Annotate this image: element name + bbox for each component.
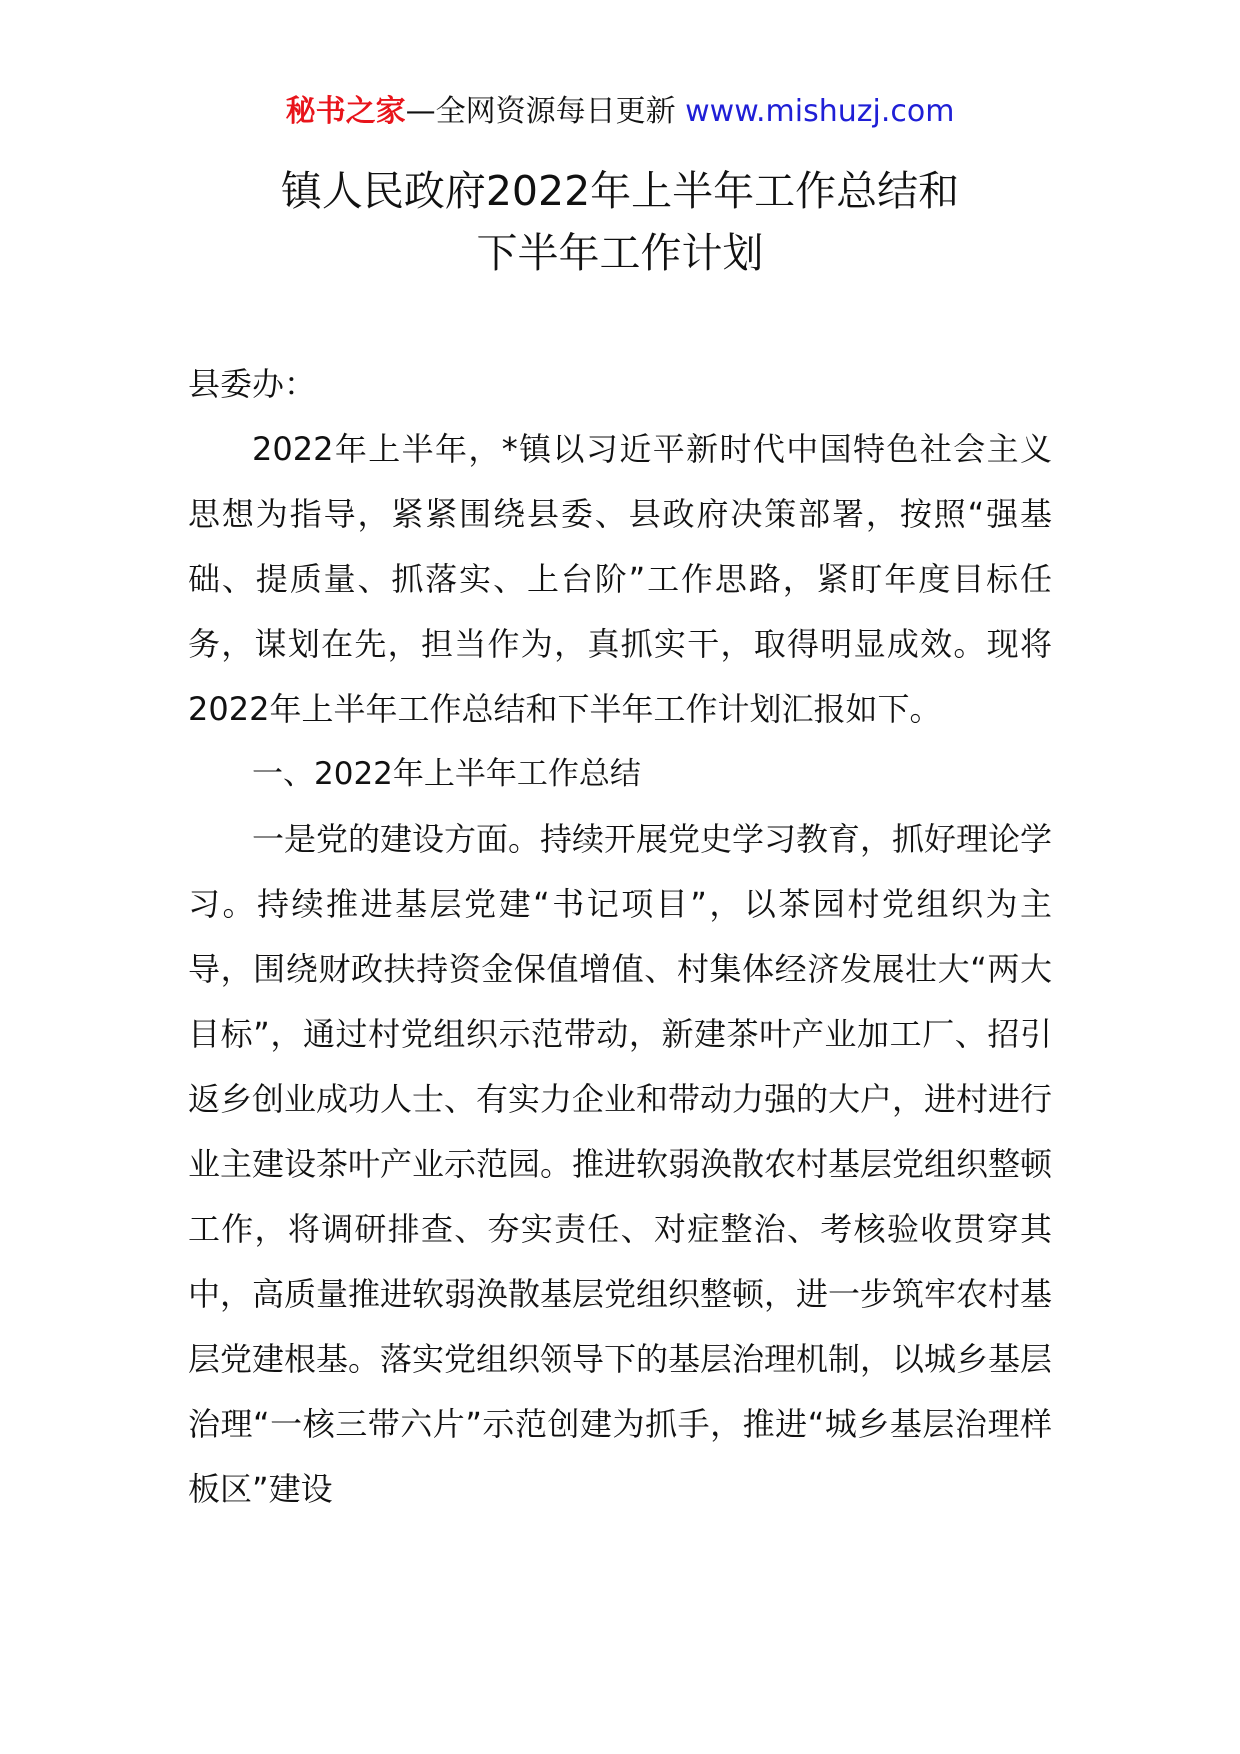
title-line-1: 镇人民政府2022年上半年工作总结和 xyxy=(280,167,960,215)
document-body xyxy=(188,352,1052,1522)
document-title xyxy=(0,160,1240,284)
addressee: 县委办： xyxy=(188,365,317,403)
intro-paragraph: 2022年上半年，*镇以习近平新时代中国特色社会主义思想为指导，紧紧围绕县委、县政府决策部署，按照“强基础、提质量、抓落实、上台阶”工作思路，紧盯年度目标任务，谋划在先，担当作为，真抓实干，取得明显成效。现将2022年上半年工作总结和下半年工作计划汇报如下。 xyxy=(188,430,1052,728)
brand-name: 秘书之家 xyxy=(285,94,406,129)
site-banner xyxy=(0,92,1240,132)
title-line-2: 下半年工作计划 xyxy=(476,229,764,277)
section-heading: 一、2022年上半年工作总结 xyxy=(252,756,641,792)
site-url-link[interactable]: www.mishuzj.com xyxy=(685,94,955,129)
banner-tagline: —全网资源每日更新 xyxy=(405,94,686,129)
section-paragraph: 一是党的建设方面。持续开展党史学习教育，抓好理论学习。持续推进基层党建“书记项目”，以茶园村党组织为主导，围绕财政扶持资金保值增值、村集体经济发展壮大“两大目标”，通过村党组织示范带动，新建茶叶产业加工厂、招引返乡创业成功人士、有实力企业和带动力强的大户，进村进行业主建设茶叶产业示范园。推进软弱涣散农村基层党组织整顿工作，将调研排查、夯实责任、对症整治、考核验收贯穿其中，高质量推进软弱涣散基层党组织整顿，进一步筑牢农村基层党建根基。落实党组织领导下的基层治理机制，以城乡基层治理“一核三带六片”示范创建为抓手，推进“城乡基层治理样板区”建设 xyxy=(188,820,1053,1508)
